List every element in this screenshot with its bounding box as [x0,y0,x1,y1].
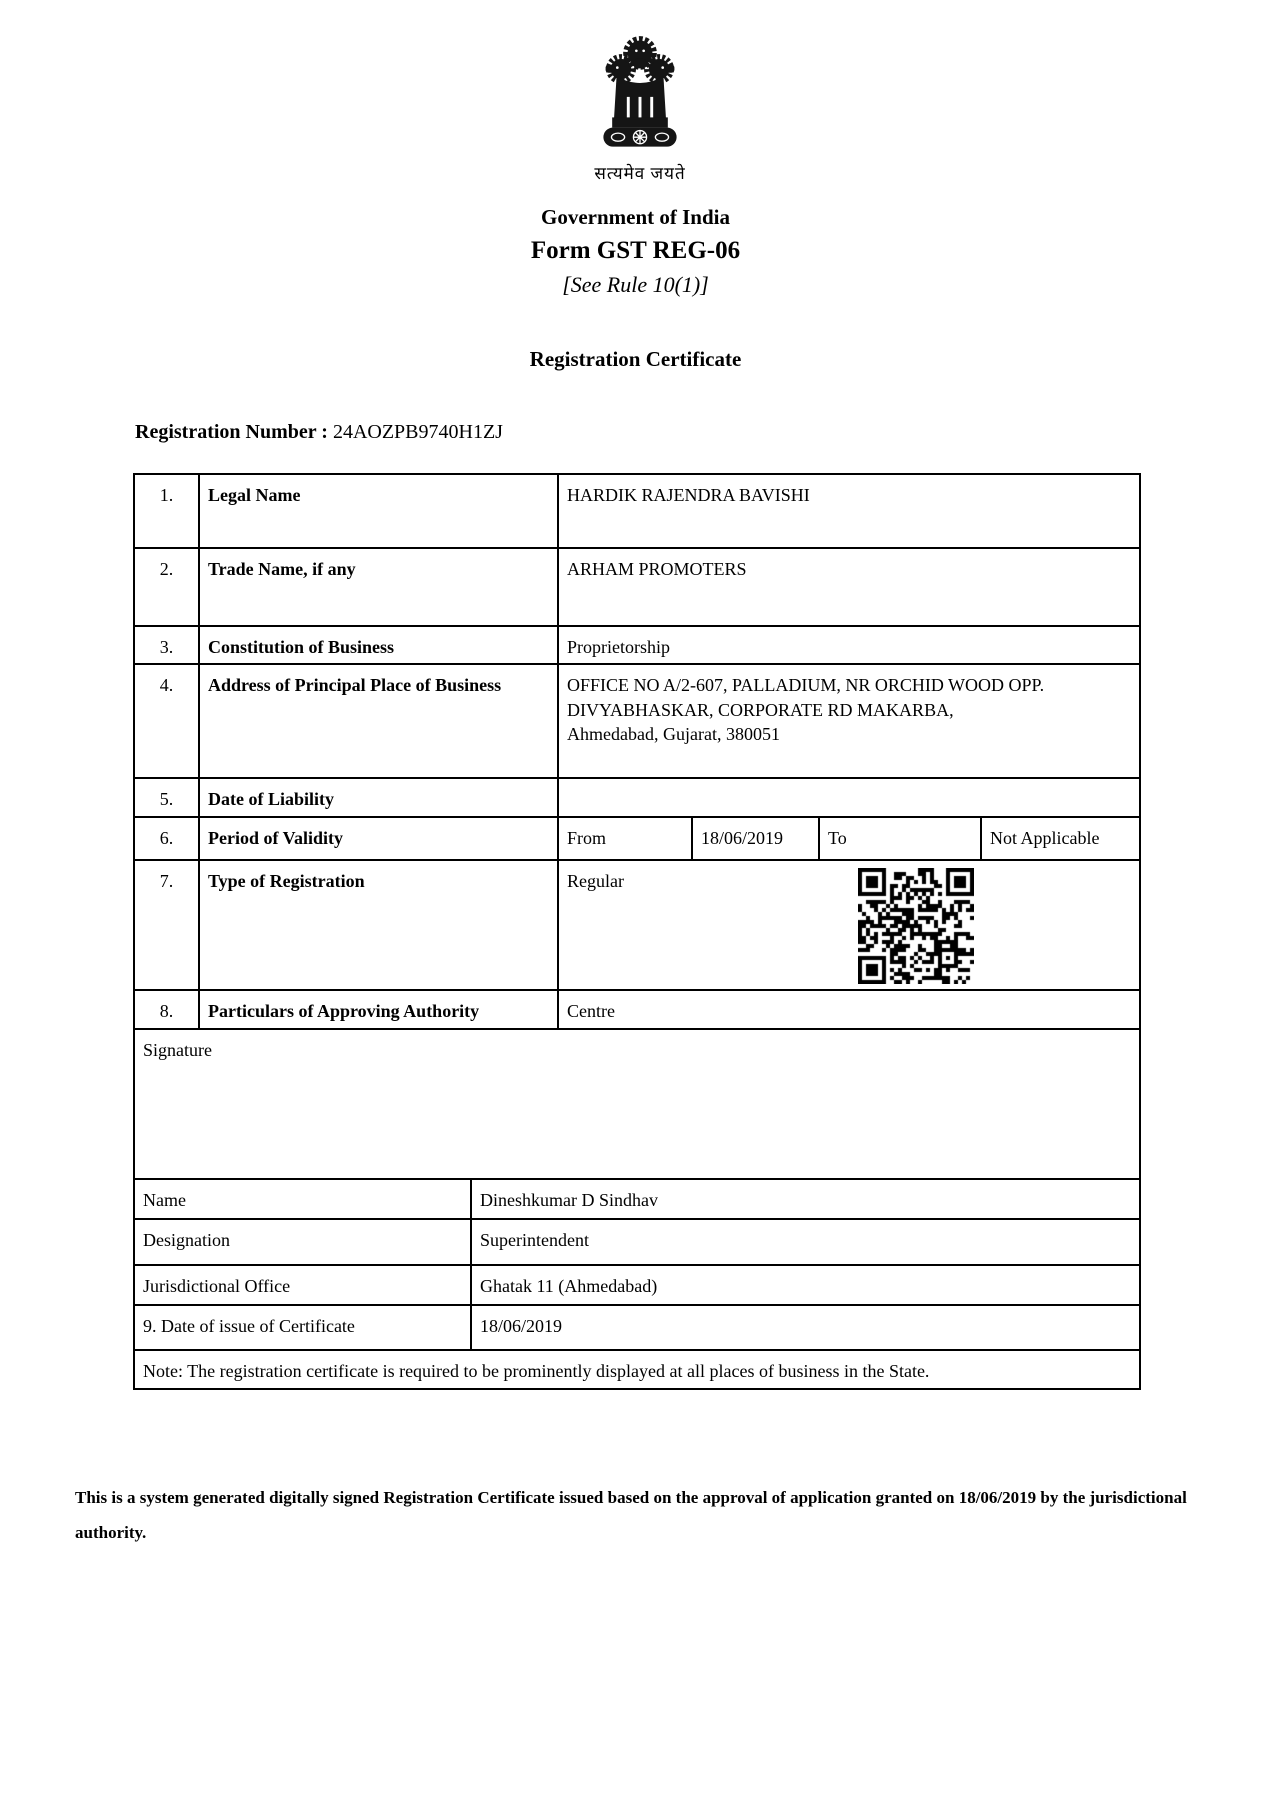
table-row [134,664,1140,778]
address-line: OFFICE NO A/2-607, PALLADIUM, NR ORCHID WOOD OPP. [567,675,1045,696]
form-title: Form GST REG-06 [530,237,741,264]
designation-label: Designation [134,1219,471,1265]
table-row [134,626,1140,664]
validity-label: Period of Validity [199,817,558,860]
emblem-block [560,31,720,184]
table-row [134,474,1140,548]
constitution-value: Proprietorship [558,626,1140,664]
row-number: 7. [134,860,199,990]
officer-name-value: Dineshkumar D Sindhav [471,1179,1140,1219]
trade-name-label: Trade Name, if any [199,548,558,626]
row-number: 2. [134,548,199,626]
signature-row [134,1029,1140,1179]
legal-name-value: HARDIK RAJENDRA BAVISHI [558,474,1140,548]
rule-reference: [See Rule 10(1)] [562,272,709,297]
approving-authority-value: Centre [558,990,1140,1029]
row-number: 3. [134,626,199,664]
government-title: Government of India [541,205,730,229]
table-row [134,990,1140,1029]
legal-name-label: Legal Name [199,474,558,548]
registration-number-line [135,421,503,444]
note-text: Note: The registration certificate is required to be prominently displayed at all places of business in the State. [134,1350,1140,1389]
row-number: 6. [134,817,199,860]
issue-date-row [134,1305,1140,1350]
jurisdictional-office-value: Ghatak 11 (Ahmedabad) [471,1265,1140,1305]
emblem-caption: सत्यमेव जयते [594,164,686,183]
approving-authority-label: Particulars of Approving Authority [199,990,558,1029]
trade-name-value: ARHAM PROMOTERS [558,548,1140,626]
liability-label: Date of Liability [199,778,558,816]
signature-label: Signature [134,1029,1140,1179]
jurisdictional-office-row [134,1265,1140,1305]
address-line: Ahmedabad, Gujarat, 380051 [567,723,780,744]
issue-date-label: 9. Date of issue of Certificate [134,1305,471,1350]
india-emblem-icon [596,31,684,154]
certificate-table [133,473,1141,1390]
address-value [558,664,1140,778]
registration-number-value: 24AOZPB9740H1ZJ [332,421,503,443]
table-row [134,548,1140,626]
registration-number-label: Registration Number : [135,421,328,443]
validity-from-label: From [558,817,692,860]
registration-type-label: Type of Registration [199,860,558,990]
table-row [134,778,1140,816]
table-row [134,860,1140,990]
officer-designation-row [134,1219,1140,1265]
liability-value [558,778,1140,816]
officer-name-label: Name [134,1179,471,1219]
validity-from-value: 18/06/2019 [692,817,819,860]
validity-to-label: To [819,817,981,860]
registration-type-value: Regular [567,870,624,891]
jurisdictional-office-label: Jurisdictional Office [134,1265,471,1305]
designation-value: Superintendent [471,1219,1140,1265]
row-number: 1. [134,474,199,548]
issue-date-value: 18/06/2019 [471,1305,1140,1350]
registration-type-cell [558,860,1140,990]
table-row [134,817,1140,860]
row-number: 8. [134,990,199,1029]
row-number: 4. [134,664,199,778]
address-line: DIVYABHASKAR, CORPORATE RD MAKARBA, [567,699,954,720]
certificate-title: Registration Certificate [529,347,742,371]
footer-statement: This is a system generated digitally signed Registration Certificate issued based on the approval of application granted on 18/06/2019 by the jurisdictional authority. [75,1488,1187,1542]
note-row [134,1350,1140,1389]
constitution-label: Constitution of Business [199,626,558,664]
address-label: Address of Principal Place of Business [199,664,558,778]
qr-code [858,868,974,984]
validity-to-value: Not Applicable [981,817,1140,860]
officer-name-row [134,1179,1140,1219]
row-number: 5. [134,778,199,816]
